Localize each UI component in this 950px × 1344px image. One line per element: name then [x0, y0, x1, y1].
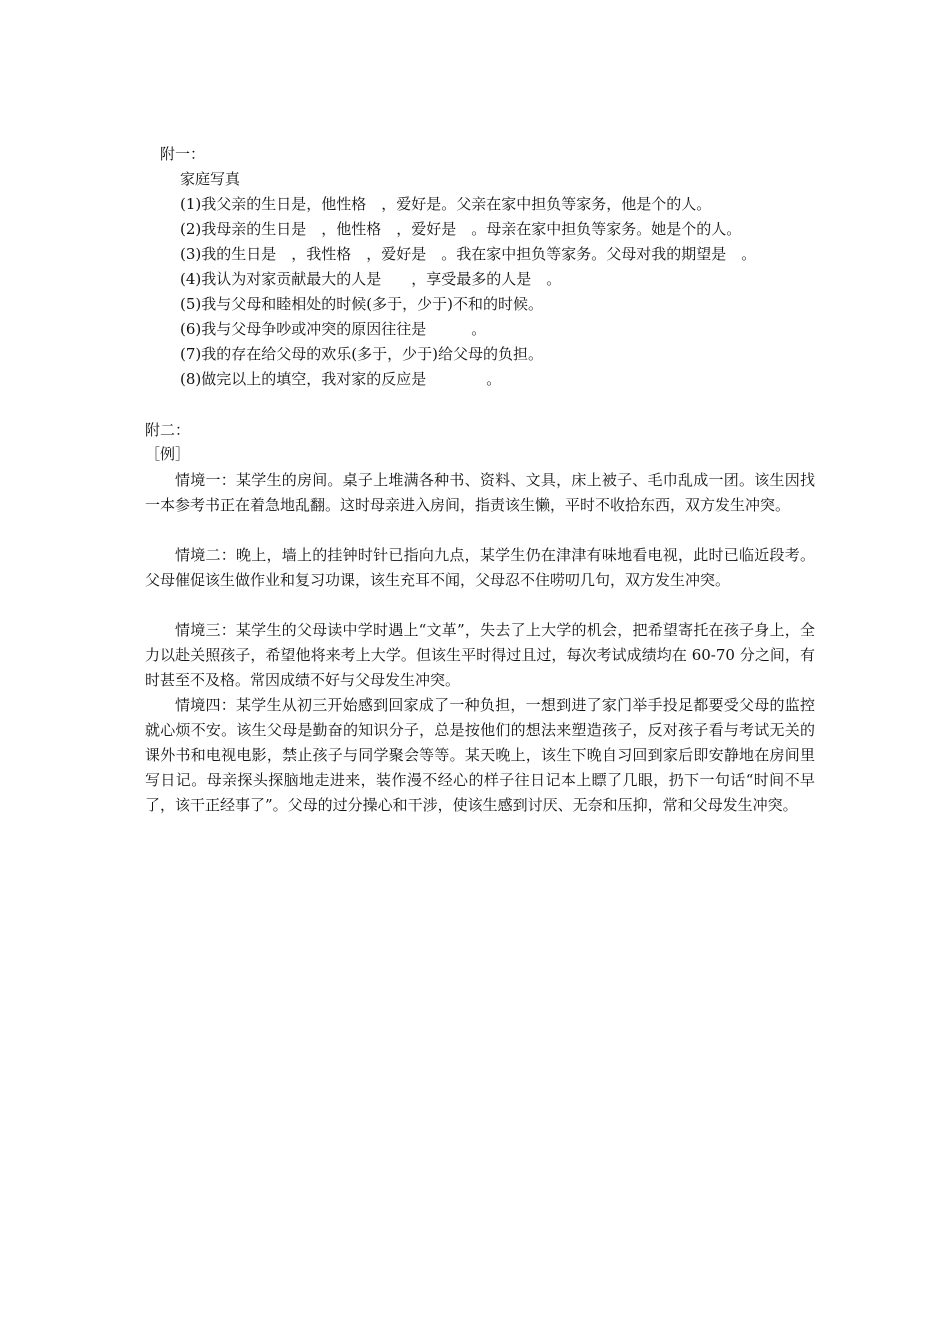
example-tag: ［例］ — [145, 445, 191, 463]
appendix-1-label: 附一： — [160, 145, 206, 163]
scenario-paragraph-3: 情境三：某学生的父母读中学时遇上“文革”，失去了上大学的机会，把希望寄托在孩子身上，全力以赴关照孩子，希望他将来考上大学。但该生平时得过且过，每次考试成绩均在 60-70 分之间，有时甚至不及格。常因成绩不好与父母发生冲突。 — [145, 621, 815, 689]
scenario-paragraph-1: 情境一：某学生的房间。桌子上堆满各种书、资料、文具，床上被子、毛巾乱成一团。该生因找一本参考书正在着急地乱翻。这时母亲进入房间，指责该生懒，平时不收拾东西，双方发生冲突。 — [145, 471, 815, 514]
questionnaire-item: (7)我的存在给父母的欢乐(多于，少于)给父母的负担。 — [180, 345, 543, 363]
questionnaire-item: (8)做完以上的填空，我对家的反应是 。 — [180, 370, 502, 388]
appendix-2-label: 附二： — [145, 421, 191, 439]
questionnaire-item: (1)我父亲的生日是，他性格 ，爱好是。父亲在家中担负等家务，他是个的人。 — [180, 195, 712, 213]
questionnaire-item: (4)我认为对家贡献最大的人是 ，享受最多的人是 。 — [180, 270, 562, 288]
questionnaire-item: (5)我与父母和睦相处的时候(多于，少于)不和的时候。 — [180, 295, 543, 313]
appendix-1-title: 家庭写真 — [180, 170, 241, 188]
questionnaire-item: (6)我与父母争吵或冲突的原因往往是 。 — [180, 320, 487, 338]
questionnaire-item: (3)我的生日是 ，我性格 ，爱好是 。我在家中担负等家务。父母对我的期望是 。 — [180, 245, 757, 263]
scenario-paragraph-4: 情境四：某学生从初三开始感到回家成了一种负担，一想到进了家门举手投足都要受父母的监控就心烦不安。该生父母是勤奋的知识分子，总是按他们的想法来塑造孩子，反对孩子看与考试无关的课外书和电视电影，禁止孩子与同学聚会等等。某天晚上，该生下晚自习回到家后即安静地在房间里写日记。母亲探头探脑地走进来，装作漫不经心的样子往日记本上瞟了几眼，扔下一句话“时间不早了，该干正经事了”。父母的过分操心和干涉，使该生感到讨厌、无奈和压抑，常和父母发生冲突。 — [145, 696, 815, 814]
scenario-paragraph-2: 情境二：晚上，墙上的挂钟时针已指向九点，某学生仍在津津有味地看电视，此时已临近段考。父母催促该生做作业和复习功课，该生充耳不闻，父母忍不住唠叨几句，双方发生冲突。 — [145, 546, 815, 589]
questionnaire-item: (2)我母亲的生日是 ，他性格 ，爱好是 。母亲在家中担负等家务。她是个的人。 — [180, 220, 742, 238]
